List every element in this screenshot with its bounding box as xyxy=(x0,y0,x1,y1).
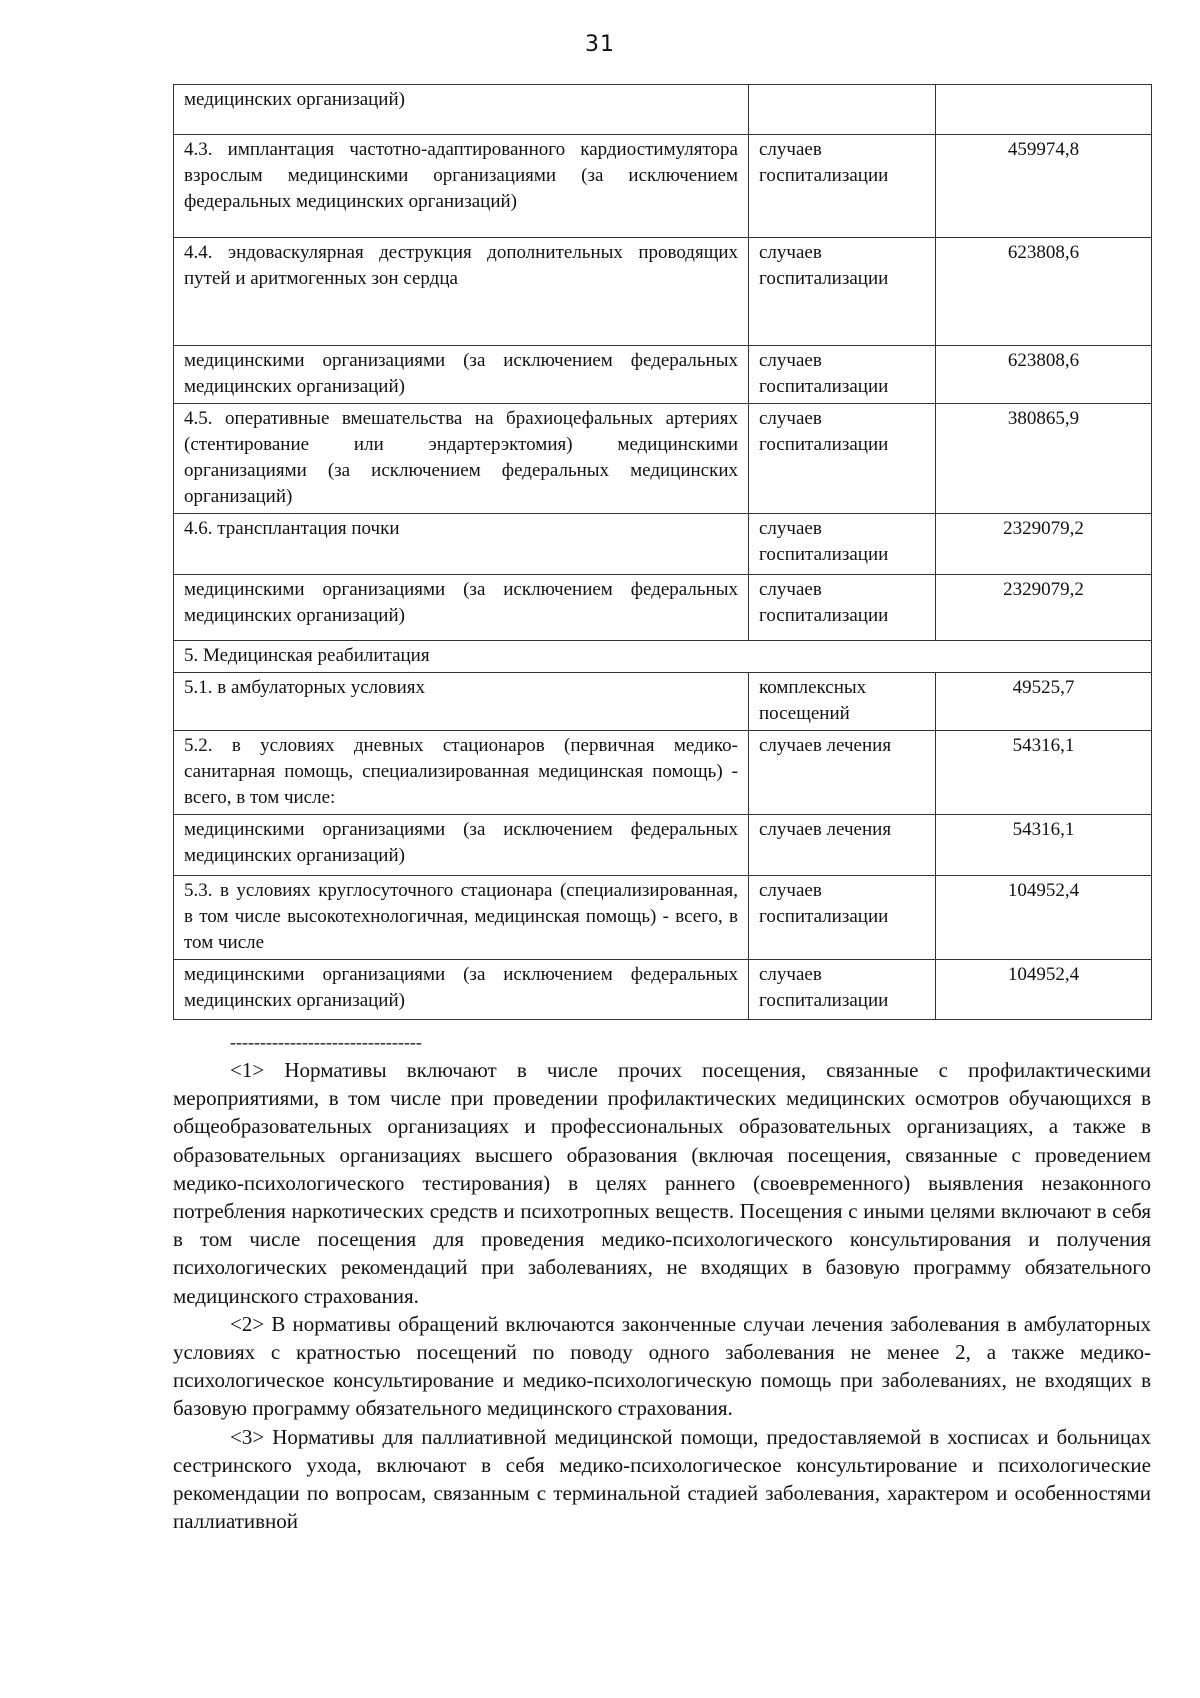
row-description: 4.4. эндоваскулярная деструкция дополнительных проводящих путей и аритмогенных зон сердца xyxy=(174,238,749,346)
footnote-3: <3> Нормативы для паллиативной медицинской помощи, предоставляемой в хосписах и больницах сестринского ухода, включают в себя медико-психологическое консультирование и психологические рекомендации по вопросам, связанным с терминальной стадией заболевания, характером и особенностями паллиативной xyxy=(173,1424,1151,1534)
row-unit: случаев госпитализации xyxy=(749,135,936,238)
table-row xyxy=(174,960,1152,1020)
row-value: 54316,1 xyxy=(936,815,1152,876)
table-row xyxy=(174,815,1152,876)
row-unit: случаев лечения xyxy=(749,815,936,876)
section-heading: 5. Медицинская реабилитация xyxy=(174,641,1152,673)
footnotes xyxy=(173,1056,1151,1535)
row-description: медицинскими организациями (за исключением федеральных медицинских организаций) xyxy=(174,346,749,404)
row-value: 2329079,2 xyxy=(936,514,1152,575)
norms-table xyxy=(173,84,1152,1020)
row-description: медицинскими организациями (за исключением федеральных медицинских организаций) xyxy=(174,575,749,641)
row-description: 4.3. имплантация частотно-адаптированного кардиостимулятора взрослым медицинскими организациями (за исключением федеральных медицинских организаций) xyxy=(174,135,749,238)
row-value: 104952,4 xyxy=(936,960,1152,1020)
row-description: медицинских организаций) xyxy=(174,85,749,135)
row-unit: комплексных посещений xyxy=(749,673,936,731)
footnote-divider: -------------------------------- xyxy=(230,1032,422,1052)
table-row xyxy=(174,404,1152,514)
row-unit: случаев госпитализации xyxy=(749,876,936,960)
table-row-section xyxy=(174,641,1152,673)
row-value: 623808,6 xyxy=(936,346,1152,404)
footnote-2: <2> В нормативы обращений включаются законченные случаи лечения заболевания в амбулаторных условиях с кратностью посещений по поводу одного заболевания не менее 2, а также медико-психологическое консультирование и медико-психологическую помощь при заболеваниях, не входящих в базовую программу обязательного медицинского страхования. xyxy=(173,1311,1151,1421)
table-row xyxy=(174,575,1152,641)
row-unit: случаев госпитализации xyxy=(749,514,936,575)
table-row xyxy=(174,346,1152,404)
table-row xyxy=(174,673,1152,731)
row-unit: случаев госпитализации xyxy=(749,238,936,346)
row-value xyxy=(936,85,1152,135)
row-value: 104952,4 xyxy=(936,876,1152,960)
row-description: 5.2. в условиях дневных стационаров (первичная медико-санитарная помощь, специализированная медицинская помощь) - всего, в том числе: xyxy=(174,731,749,815)
row-value: 2329079,2 xyxy=(936,575,1152,641)
table-row xyxy=(174,238,1152,346)
table-row xyxy=(174,514,1152,575)
row-unit xyxy=(749,85,936,135)
table-row xyxy=(174,135,1152,238)
table-row xyxy=(174,876,1152,960)
row-value: 459974,8 xyxy=(936,135,1152,238)
footnote-1: <1> Нормативы включают в числе прочих посещения, связанные с профилактическими мероприятиями, в том числе при проведении профилактических медицинских осмотров обучающихся в общеобразовательных организациях и профессиональных образовательных организациях, а также в образовательных организациях высшего образования (включая посещения, связанные с проведением медико-психологического тестирования) в целях раннего (своевременного) выявления незаконного потребления наркотических средств и психотропных веществ. Посещения с иными целями включают в себя в том числе посещения для проведения медико-психологического консультирования и получения психологических рекомендаций при заболеваниях, не входящих в базовую программу обязательного медицинского страхования. xyxy=(173,1058,1151,1308)
table-row xyxy=(174,731,1152,815)
row-description: медицинскими организациями (за исключением федеральных медицинских организаций) xyxy=(174,960,749,1020)
row-description: медицинскими организациями (за исключением федеральных медицинских организаций) xyxy=(174,815,749,876)
row-value: 623808,6 xyxy=(936,238,1152,346)
row-unit: случаев госпитализации xyxy=(749,575,936,641)
row-unit: случаев госпитализации xyxy=(749,404,936,514)
row-description: 5.1. в амбулаторных условиях xyxy=(174,673,749,731)
row-value: 380865,9 xyxy=(936,404,1152,514)
row-value: 54316,1 xyxy=(936,731,1152,815)
row-description: 4.6. трансплантация почки xyxy=(174,514,749,575)
table-row xyxy=(174,85,1152,135)
row-value: 49525,7 xyxy=(936,673,1152,731)
page-number: 31 xyxy=(585,32,615,57)
row-unit: случаев госпитализации xyxy=(749,346,936,404)
row-unit: случаев госпитализации xyxy=(749,960,936,1020)
row-unit: случаев лечения xyxy=(749,731,936,815)
row-description: 5.3. в условиях круглосуточного стационара (специализированная, в том числе высокотехнологичная, медицинская помощь) - всего, в том числе xyxy=(174,876,749,960)
row-description: 4.5. оперативные вмешательства на брахиоцефальных артериях (стентирование или эндартерэктомия) медицинскими организациями (за исключением федеральных медицинских организаций) xyxy=(174,404,749,514)
